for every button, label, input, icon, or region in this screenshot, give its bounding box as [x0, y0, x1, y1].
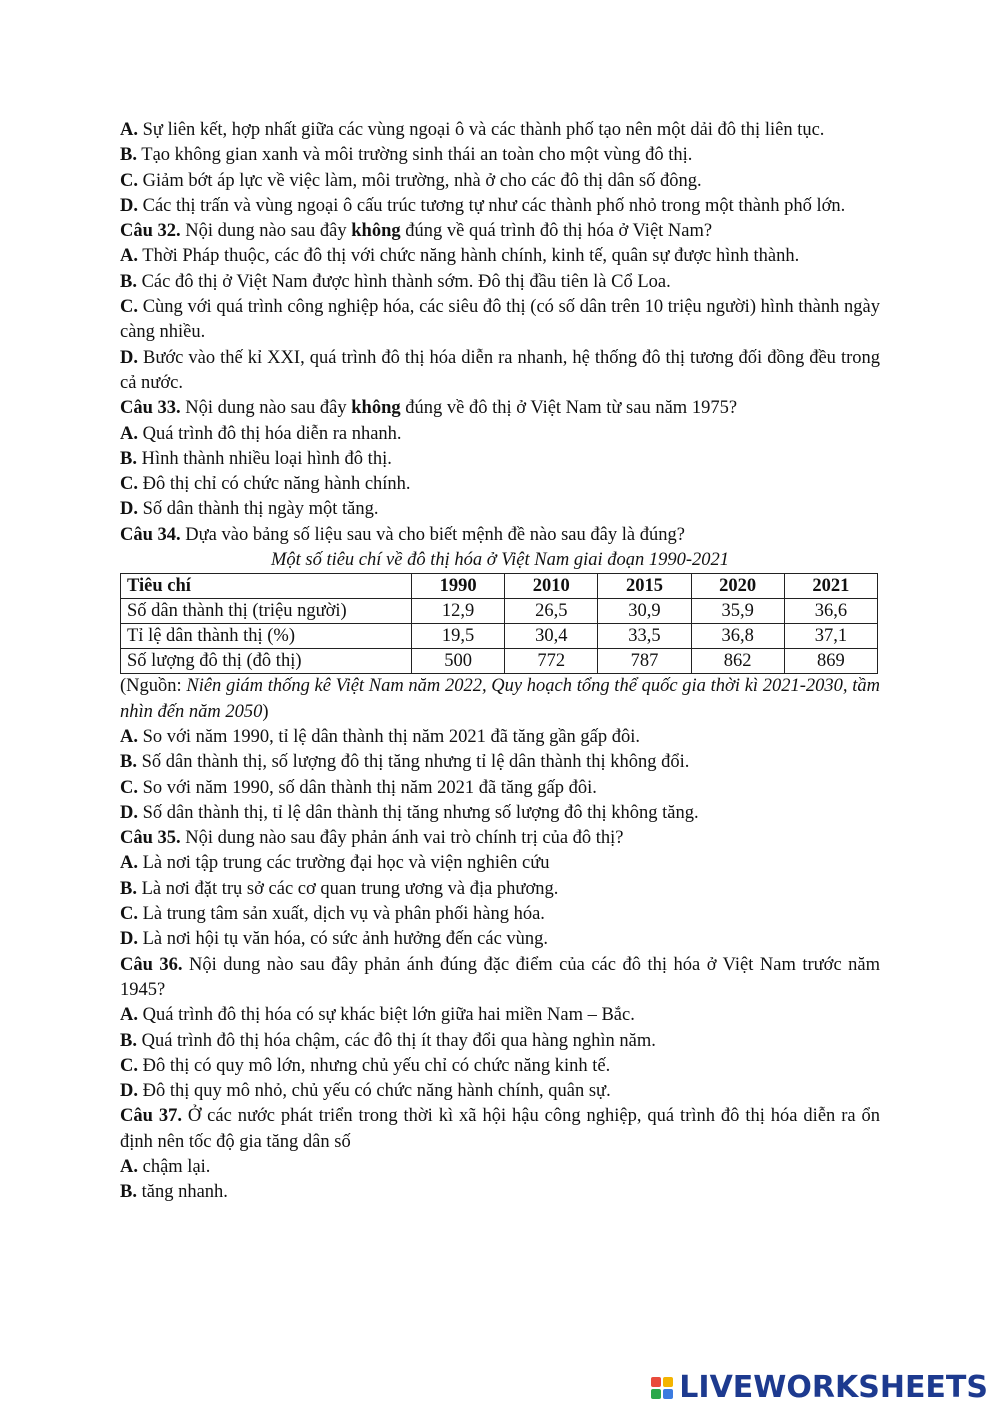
- q31-option-d[interactable]: D. Các thị trấn và vùng ngoại ô cấu trúc tương tự như các thành phố nhỏ trong một thành phố lớn.: [120, 195, 846, 216]
- table-cell: 30,4: [505, 624, 598, 649]
- q35-option-c[interactable]: C. Là trung tâm sản xuất, dịch vụ và phân phối hàng hóa.: [120, 904, 545, 925]
- question-32: [120, 219, 880, 396]
- q32-option-b[interactable]: B. Các đô thị ở Việt Nam được hình thành sớm. Đô thị đầu tiên là Cổ Loa.: [120, 271, 671, 292]
- table-cell: 772: [505, 649, 598, 674]
- urbanization-table: [120, 573, 878, 674]
- q36-option-a[interactable]: A. Quá trình đô thị hóa có sự khác biệt lớn giữa hai miền Nam – Bắc.: [120, 1005, 635, 1026]
- q33-stem: Câu 33. Nội dung nào sau đây không đúng về đô thị ở Việt Nam từ sau năm 1975?: [120, 398, 738, 419]
- liveworksheets-icon: [651, 1377, 673, 1399]
- q36-option-c[interactable]: C. Đô thị có quy mô lớn, nhưng chủ yếu chỉ có chức năng kinh tế.: [120, 1055, 611, 1076]
- q33-option-c[interactable]: C. Đô thị chỉ có chức năng hành chính.: [120, 474, 411, 495]
- question-36: [120, 953, 880, 1105]
- table-cell: 35,9: [691, 599, 784, 624]
- table-header-row: [121, 574, 878, 599]
- table-cell: 36,6: [784, 599, 877, 624]
- table-cell: Số dân thành thị (triệu người): [121, 599, 412, 624]
- table-cell: 19,5: [412, 624, 505, 649]
- liveworksheets-logo[interactable]: [651, 1370, 988, 1405]
- q34-option-c[interactable]: C. So với năm 1990, số dân thành thị năm 2021 đã tăng gấp đôi.: [120, 777, 597, 798]
- q33-option-a[interactable]: A. Quá trình đô thị hóa diễn ra nhanh.: [120, 423, 402, 444]
- brand-text: LIVEWORKSHEETS: [679, 1370, 988, 1405]
- q37-option-a[interactable]: A. chậm lại.: [120, 1156, 211, 1177]
- q36-option-b[interactable]: B. Quá trình đô thị hóa chậm, các đô thị ít thay đổi qua hàng nghìn năm.: [120, 1030, 656, 1051]
- table-row: [121, 624, 878, 649]
- q36-stem: Câu 36. Nội dung nào sau đây phản ánh đúng đặc điểm của các đô thị hóa ở Việt Nam trước năm 1945?: [120, 954, 880, 1000]
- table-cell: 862: [691, 649, 784, 674]
- table-header-cell: 2010: [505, 574, 598, 599]
- question-31-options: [120, 118, 880, 219]
- q32-option-c[interactable]: C. Cùng với quá trình công nghiệp hóa, các siêu đô thị (có số dân trên 10 triệu người) hình thành ngày càng nhiều.: [120, 297, 881, 343]
- table-cell: 12,9: [412, 599, 505, 624]
- table-cell: 33,5: [598, 624, 691, 649]
- table-cell: 500: [412, 649, 505, 674]
- q36-option-d[interactable]: D. Đô thị quy mô nhỏ, chủ yếu có chức năng hành chính, quân sự.: [120, 1081, 611, 1102]
- question-35: [120, 826, 880, 952]
- q33-option-d[interactable]: D. Số dân thành thị ngày một tăng.: [120, 499, 379, 520]
- table-cell: 37,1: [784, 624, 877, 649]
- table-header-cell: 1990: [412, 574, 505, 599]
- table-header-cell: 2015: [598, 574, 691, 599]
- q34-option-d[interactable]: D. Số dân thành thị, tỉ lệ dân thành thị tăng nhưng số lượng đô thị không tăng.: [120, 802, 699, 823]
- q35-stem: Câu 35. Nội dung nào sau đây phản ánh vai trò chính trị của đô thị?: [120, 828, 624, 849]
- q34-option-b[interactable]: B. Số dân thành thị, số lượng đô thị tăng nhưng tỉ lệ dân thành thị không đổi.: [120, 752, 690, 773]
- worksheet-page: [120, 118, 880, 1206]
- q31-option-a[interactable]: A. Sự liên kết, hợp nhất giữa các vùng ngoại ô và các thành phố tạo nên một dải đô thị liên tục.: [120, 120, 825, 140]
- table-cell: Tỉ lệ dân thành thị (%): [121, 624, 412, 649]
- table-header-cell: 2020: [691, 574, 784, 599]
- q37-option-b[interactable]: B. tăng nhanh.: [120, 1182, 228, 1203]
- q35-option-b[interactable]: B. Là nơi đặt trụ sở các cơ quan trung ương và địa phương.: [120, 878, 559, 899]
- q33-option-b[interactable]: B. Hình thành nhiều loại hình đô thị.: [120, 448, 392, 469]
- table-cell: 26,5: [505, 599, 598, 624]
- q34-stem: Câu 34. Dựa vào bảng số liệu sau và cho biết mệnh đề nào sau đây là đúng?: [120, 524, 685, 545]
- q32-option-d[interactable]: D. Bước vào thế kỉ XXI, quá trình đô thị hóa diễn ra nhanh, hệ thống đô thị tương đối đồng đều trong cả nước.: [120, 347, 880, 393]
- q32-option-a[interactable]: A. Thời Pháp thuộc, các đô thị với chức năng hành chính, kinh tế, quân sự được hình thành.: [120, 246, 800, 267]
- table-row: [121, 649, 878, 674]
- table-cell: 30,9: [598, 599, 691, 624]
- table-header-cell: 2021: [784, 574, 877, 599]
- table-header-cell: Tiêu chí: [121, 574, 412, 599]
- q37-stem: Câu 37. Ở các nước phát triển trong thời kì xã hội hậu công nghiệp, quá trình đô thị hóa diễn ra ổn định nên tốc độ gia tăng dân số: [120, 1106, 881, 1152]
- question-34: [120, 523, 880, 826]
- table-cell: 787: [598, 649, 691, 674]
- q31-option-c[interactable]: C. Giảm bớt áp lực về việc làm, môi trường, nhà ở cho các đô thị dân số đông.: [120, 170, 702, 191]
- table-cell: 869: [784, 649, 877, 674]
- question-33: [120, 396, 880, 522]
- table-row: [121, 599, 878, 624]
- q35-option-a[interactable]: A. Là nơi tập trung các trường đại học và viện nghiên cứu: [120, 853, 550, 874]
- question-37: [120, 1104, 880, 1205]
- table-cell: Số lượng đô thị (đô thị): [121, 649, 412, 674]
- table-source: (Nguồn: Niên giám thống kê Việt Nam năm 2022, Quy hoạch tổng thể quốc gia thời kì 2021-2030, tầm nhìn đến năm 2050): [120, 676, 880, 722]
- table-caption: Một số tiêu chí về đô thị hóa ở Việt Nam giai đoạn 1990-2021: [270, 550, 730, 571]
- q31-option-b[interactable]: B. Tạo không gian xanh và môi trường sinh thái an toàn cho một vùng đô thị.: [120, 145, 693, 166]
- q35-option-d[interactable]: D. Là nơi hội tụ văn hóa, có sức ảnh hưởng đến các vùng.: [120, 929, 549, 950]
- table-cell: 36,8: [691, 624, 784, 649]
- q32-stem: Câu 32. Nội dung nào sau đây không đúng về quá trình đô thị hóa ở Việt Nam?: [120, 221, 713, 242]
- q34-option-a[interactable]: A. So với năm 1990, tỉ lệ dân thành thị năm 2021 đã tăng gần gấp đôi.: [120, 726, 641, 747]
